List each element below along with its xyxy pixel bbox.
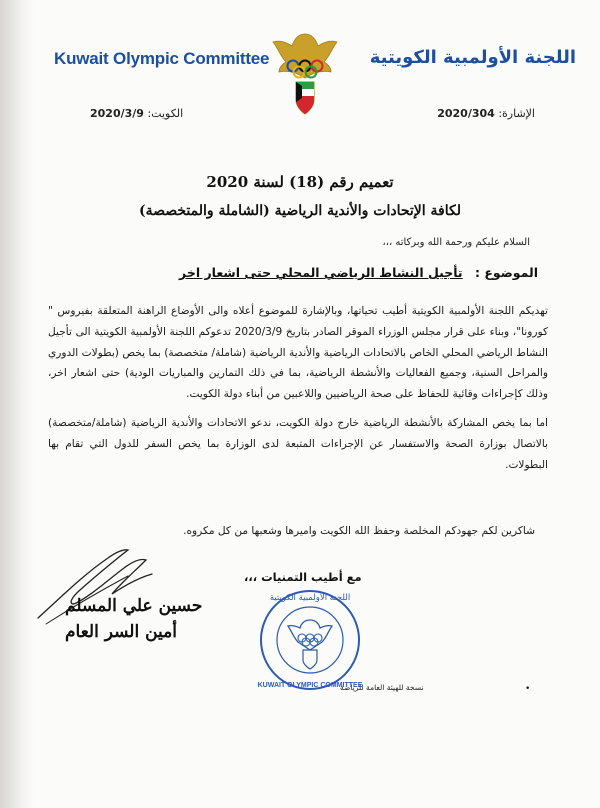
- signatory-name: حسين علي المسلم: [65, 596, 203, 616]
- page-edge-shadow: [0, 0, 34, 808]
- body-paragraph-2: اما بما يخص المشاركة بالأنشطة الرياضية خارج دولة الكويت، ندعو الاتحادات والأندية الرياضية (شاملة/متخصصة) بالاتصال بوزارة الصحة والاستفسار عن الإجراءات المتبعة لدى الوزارة بما يخص السفر للدول التي تقام بها البطولات.: [48, 416, 548, 471]
- subject-line: [179, 265, 538, 280]
- signatory-title: أمين السر العام: [65, 622, 177, 642]
- stamp-text-ar: اللجنة الأولمبية الكويتية: [269, 593, 351, 603]
- subject-text: تأجيل النشاط الرياضي المحلي حتى اشعار اخر: [179, 265, 463, 280]
- handwritten-signature-icon: [28, 540, 168, 630]
- reference-number: [437, 107, 535, 120]
- greeting: السلام عليكم ورحمة الله وبركاته ،،،: [382, 237, 530, 248]
- date-value: 2020/3/9: [90, 107, 144, 120]
- best-wishes: مع أطيب التمنيات ،،،: [244, 570, 362, 584]
- stamp-text-en: KUWAIT OLYMPIC COMMITTEE: [258, 682, 362, 689]
- official-stamp-icon: [258, 588, 362, 692]
- subject-label: الموضوع :: [474, 265, 538, 280]
- org-name-ar: اللجنة الأولمبية الكويتية: [369, 47, 576, 68]
- circular-title: تعميم رقم (18) لسنة 2020: [206, 173, 394, 191]
- closing-remark: شاكرين لكم جهودكم المخلصة وحفظ الله الكويت واميرها وشعبها من كل مكروه.: [183, 525, 535, 537]
- org-name-en: Kuwait Olympic Committee: [54, 49, 270, 68]
- copy-bullet: •: [525, 684, 531, 694]
- body-paragraph-1: تهديكم اللجنة الأولمبية الكويتية أطيب تحياتها، وبالإشارة للموضوع أعلاه والى الأوضاع الراهنة المتعلقة بفيروس " كورونا"، وبناء على قرار مجلس الوزراء الموقر الصادر بتاريخ 2020/3/9 تدعوكم اللجنة الأولمبية الكويتية الى تأجيل النشاط الرياضي المحلي الخاص بالاتحادات الرياضية والأندية الرياضية (شاملة/ متخصصة) بما يخص (بطولات الدوري والمراحل السنية، وجميع الفعاليات والأنشطة الرياضية، بما في ذلك التمارين والمباريات الودية) حتى اشعار اخر، وذلك كإجراءات وقائية للحفاظ على صحة الرياضيين واللاعبين من أبناء دولة الكويت.: [48, 305, 548, 401]
- letter-body: [48, 301, 548, 483]
- kuwait-olympic-emblem-icon: [270, 26, 340, 120]
- copy-to-note: نسخة للهيئة العامة للرياضة: [340, 683, 424, 692]
- circular-addressees: لكافة الإتحادات والأندية الرياضية (الشاملة والمتخصصة): [138, 203, 461, 219]
- reference-label: الإشارة:: [498, 107, 535, 120]
- document-date: [90, 107, 183, 120]
- date-label: الكويت:: [147, 107, 184, 120]
- reference-value: 2020/304: [437, 107, 495, 120]
